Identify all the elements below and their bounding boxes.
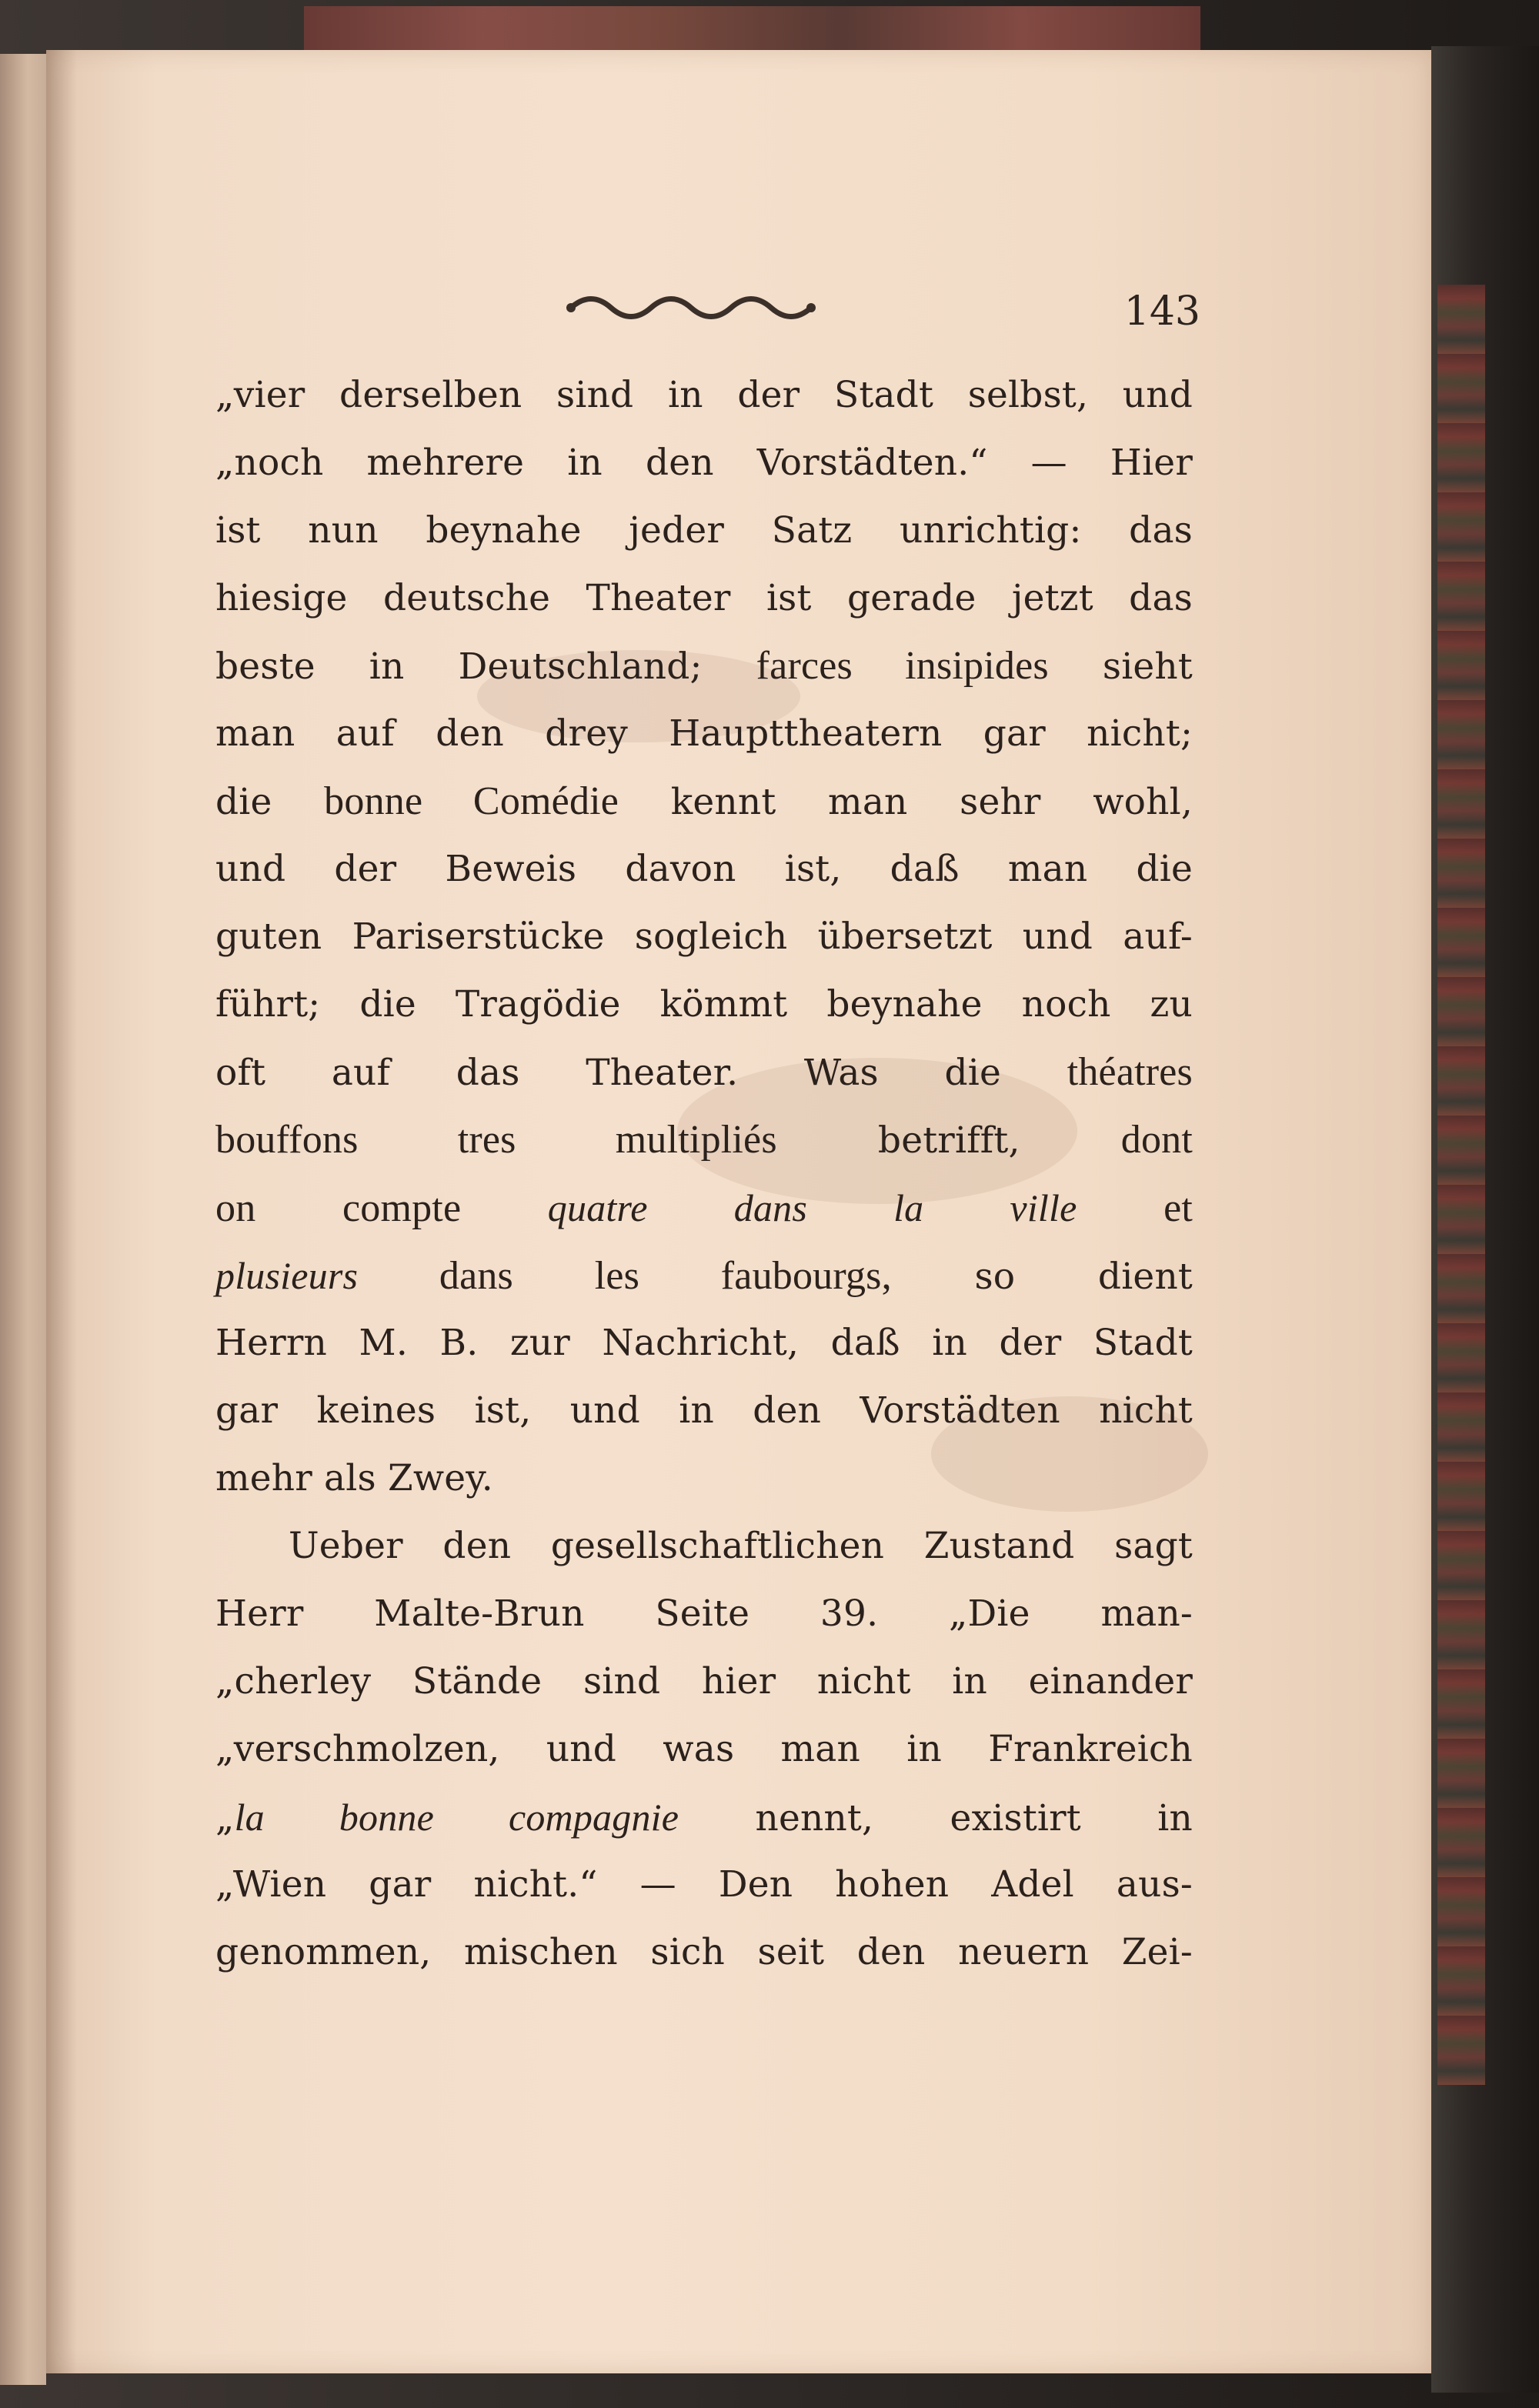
text-line-6 [215,704,1193,764]
text-line-11 [215,1042,1193,1102]
text-segment: genommen, mischen sich seit den neuern Zei- [215,1931,1193,1973]
italic-text: la bonne compagnie [234,1796,679,1839]
italic-text: quatre dans la ville [547,1186,1077,1229]
text-line-23 [215,1855,1193,1915]
text-segment: oft auf das Theater. Was die [215,1052,1067,1094]
left-page-edge [0,54,46,2385]
text-line-15 [215,1313,1193,1373]
text-segment: „cherley Stände sind hier nicht in einander [215,1660,1193,1703]
text-segment: betrifft, [776,1119,1121,1162]
gutter-shadow [46,50,77,2373]
text-segment: hiesige deutsche Theater ist gerade jetzt das [215,577,1193,619]
text-line-14 [215,1246,1193,1306]
text-segment: man auf den drey Haupttheatern gar nicht; [215,712,1193,755]
text-line-10 [215,975,1193,1035]
text-line-20 [215,1652,1193,1712]
text-line-2 [215,433,1193,493]
italic-text: plusieurs [215,1254,359,1297]
marbled-headband [304,6,1200,52]
roman-text: et [1077,1186,1193,1230]
text-segment: nennt, existirt in [679,1797,1193,1839]
text-segment: mehr als Zwey. [215,1457,493,1499]
text-segment: Herr Malte-Brun Seite 39. „Die man- [215,1593,1193,1635]
marbled-page-edge [1437,285,1485,2085]
text-line-1 [215,365,1193,425]
text-segment: „verschmolzen, und was man in Frankreich [215,1728,1193,1770]
text-segment: gar keines ist, und in den Vorstädten nicht [215,1389,1193,1432]
text-line-24 [215,1923,1193,1983]
text-segment: „noch mehrere in den Vorstädten.“ — Hier [215,442,1193,484]
text-line-4 [215,569,1193,629]
text-segment: führt; die Tragödie kömmt beynahe noch zu [215,983,1193,1026]
text-line-8 [215,839,1193,899]
roman-text: bonne Comédie [324,779,619,823]
roman-text: dont [1120,1118,1193,1162]
text-segment: „ [215,1797,235,1839]
text-line-17 [215,1449,1193,1509]
roman-text: dans les faubourgs, [358,1254,892,1298]
text-line-21 [215,1719,1193,1779]
roman-text: on compte [215,1186,548,1230]
text-segment: sieht [1048,645,1193,688]
text-segment: „Wien gar nicht.“ — Den hohen Adel aus- [215,1863,1193,1906]
text-line-22 [215,1787,1193,1847]
text-segment: und der Beweis davon ist, daß man die [215,848,1193,890]
text-line-9 [215,907,1193,967]
book-page [46,50,1431,2373]
text-segment: so dient [891,1256,1193,1298]
text-line-7 [215,772,1193,832]
text-segment: beste in Deutschland; [215,645,756,688]
text-segment: „vier derselben sind in der Stadt selbst, und [215,374,1193,416]
text-line-18 [215,1516,1193,1576]
page-number: 143 [1123,288,1200,335]
text-segment: die [215,781,325,823]
page-text [215,365,1193,2043]
text-line-3 [215,501,1193,561]
text-line-16 [215,1381,1193,1441]
text-segment: ist nun beynahe jeder Satz unrichtig: das [215,509,1193,552]
text-line-19 [215,1584,1193,1644]
roman-text: théatres [1067,1050,1193,1094]
text-segment: kennt man sehr wohl, [619,781,1193,823]
roman-text: bouffons tres multipliés [215,1118,777,1162]
text-line-12 [215,1110,1193,1170]
text-segment: Ueber den gesellschaftlichen Zustand sagt [289,1525,1193,1567]
header-ornament [562,273,839,342]
text-segment: guten Pariserstücke sogleich übersetzt und auf- [215,916,1193,958]
text-segment: Herrn M. B. zur Nachricht, daß in der Stadt [215,1322,1193,1364]
text-line-5 [215,636,1193,696]
text-line-13 [215,1178,1193,1238]
roman-text: farces insipides [756,644,1049,688]
